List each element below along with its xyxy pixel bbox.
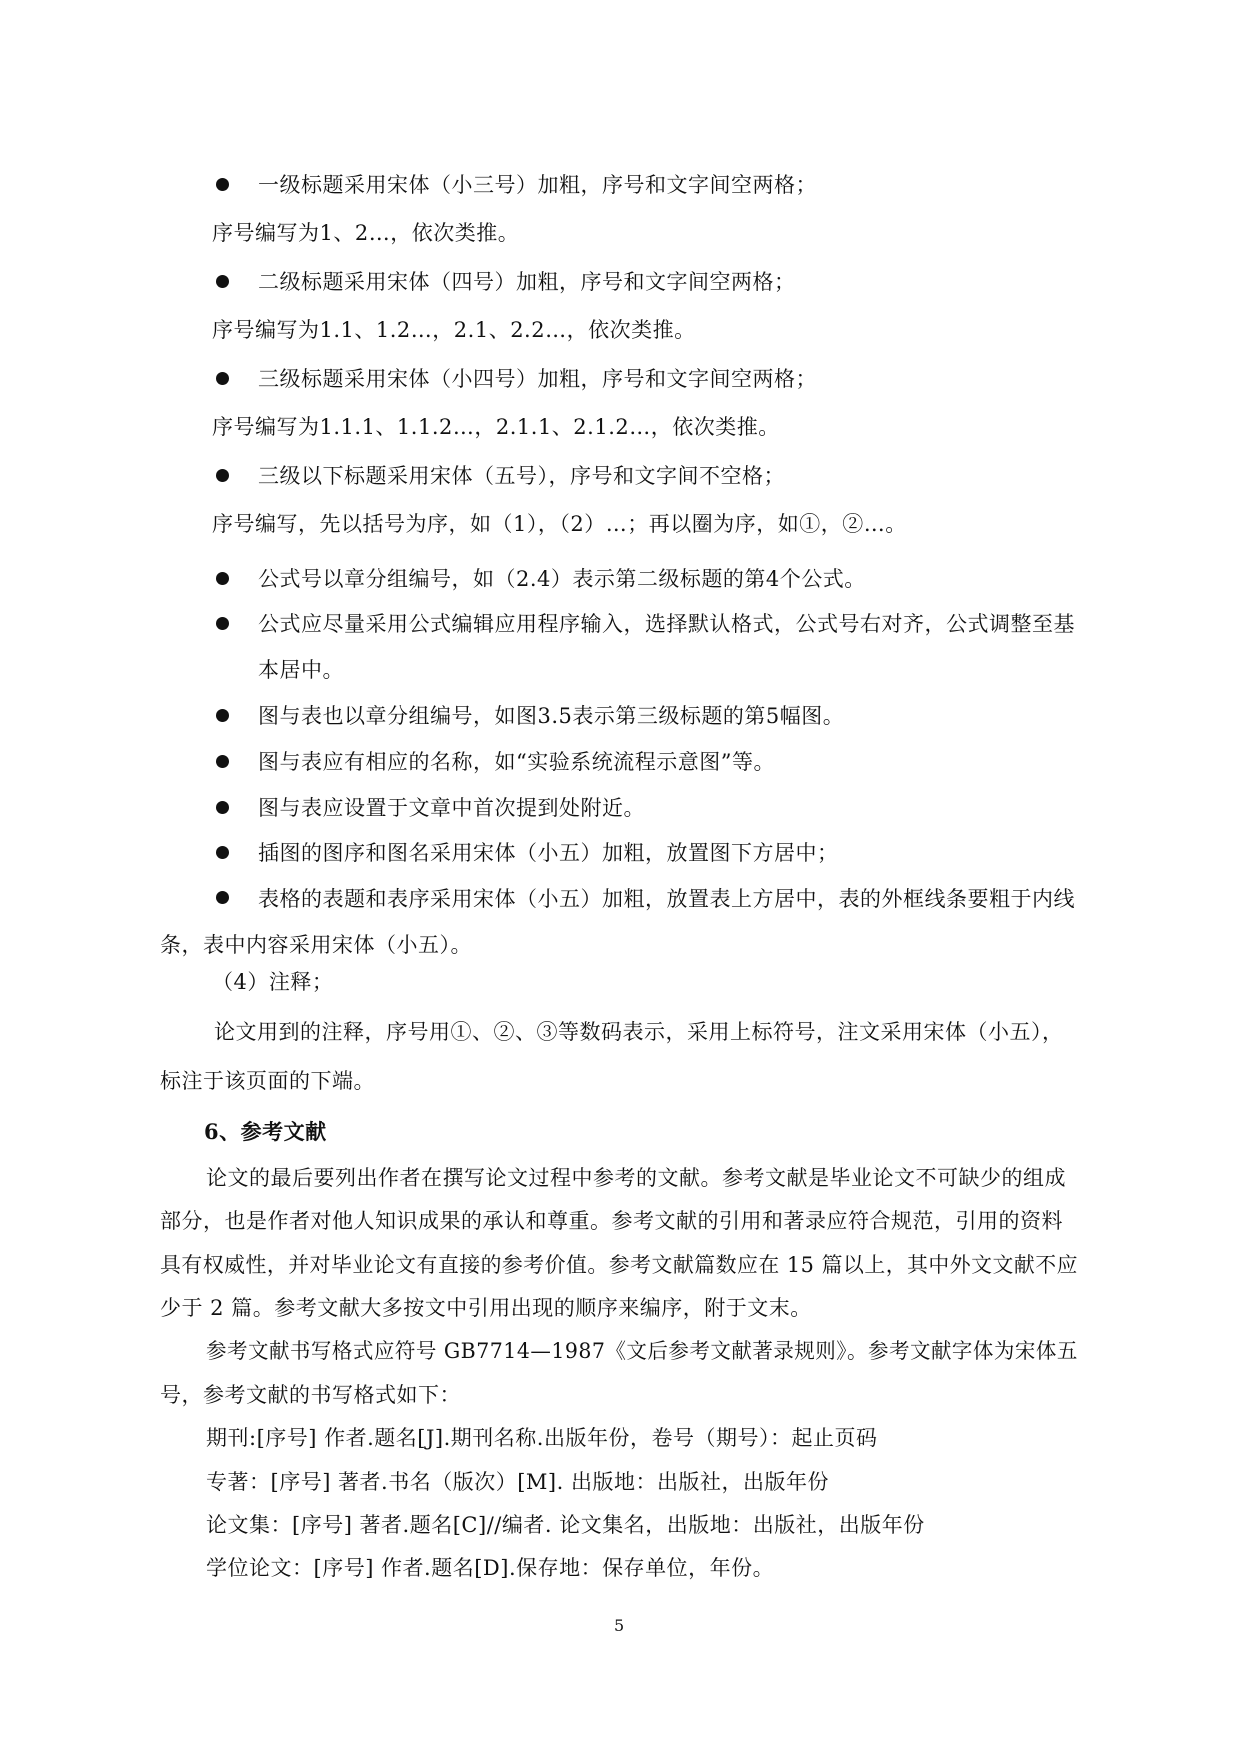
table-caption-rule-line2: 条，表中内容采用宋体（小五）。 <box>160 933 472 957</box>
heading-level1-rule: 一级标题采用宋体（小三号）加粗，序号和文字间空两格； <box>258 173 817 197</box>
reference-format-thesis: 学位论文：[序号] 作者.题名[D].保存地：保存单位，年份。 <box>206 1556 775 1580</box>
reference-format-journal: 期刊:[序号] 作者.题名[J].期刊名称.出版年份，卷号（期号）：起止页码 <box>206 1426 878 1450</box>
bullet-icon <box>216 372 229 385</box>
references-para1-line1: 论文的最后要列出作者在撰写论文过程中参考的文献。参考文献是毕业论文不可缺少的组成 <box>206 1166 1066 1190</box>
notes-heading: （4）注释； <box>212 970 334 994</box>
figure-placement-rule: 图与表应设置于文章中首次提到处附近。 <box>258 796 645 820</box>
page-number: 5 <box>614 1616 625 1635</box>
notes-paragraph-line2: 标注于该页面的下端。 <box>160 1069 375 1093</box>
figure-numbering-rule: 图与表也以章分组编号，如图3.5表示第三级标题的第5幅图。 <box>258 704 845 728</box>
formula-editor-rule-line1: 公式应尽量采用公式编辑应用程序输入，选择默认格式，公式号右对齐，公式调整至基 <box>258 612 1075 636</box>
heading-level3-rule: 三级标题采用宋体（小四号）加粗，序号和文字间空两格； <box>258 367 817 391</box>
reference-format-collection: 论文集：[序号] 著者.题名[C]//编者. 论文集名，出版地：出版社，出版年份 <box>206 1513 925 1537</box>
heading-level3-numbering: 序号编写为1.1.1、1.1.2…，2.1.1、2.1.2…，依次类推。 <box>212 415 780 439</box>
figure-caption-rule: 插图的图序和图名采用宋体（小五）加粗，放置图下方居中； <box>258 841 839 865</box>
bullet-icon <box>216 846 229 859</box>
formula-numbering-rule: 公式号以章分组编号，如（2.4）表示第二级标题的第4个公式。 <box>258 567 866 591</box>
figure-names-rule: 图与表应有相应的名称，如“实验系统流程示意图”等。 <box>258 750 775 774</box>
references-para1-line3: 具有权威性，并对毕业论文有直接的参考价值。参考文献篇数应在 15 篇以上，其中外文文献不应 <box>160 1253 1079 1277</box>
table-caption-rule-line1: 表格的表题和表序采用宋体（小五）加粗，放置表上方居中，表的外框线条要粗于内线 <box>258 887 1075 911</box>
heading-level2-numbering: 序号编写为1.1、1.2…，2.1、2.2…，依次类推。 <box>212 318 696 342</box>
bullet-icon <box>216 891 229 904</box>
bullet-icon <box>216 617 229 630</box>
references-para2-line1: 参考文献书写格式应符号 GB7714—1987《文后参考文献著录规则》。参考文献字体为宋体五 <box>206 1339 1078 1363</box>
heading-level4-numbering: 序号编写，先以括号为序，如（1），（2）…；再以圈为序，如①，②…。 <box>212 512 907 536</box>
references-para1-line4: 少于 2 篇。参考文献大多按文中引用出现的顺序来编序，附于文末。 <box>160 1296 812 1320</box>
reference-format-monograph: 专著：[序号] 著者.书名（版次）[M]. 出版地：出版社，出版年份 <box>206 1470 829 1494</box>
bullet-icon <box>216 709 229 722</box>
bullet-icon <box>216 801 229 814</box>
bullet-icon <box>216 755 229 768</box>
bullet-icon <box>216 178 229 191</box>
formula-editor-rule-line2: 本居中。 <box>258 658 344 682</box>
notes-paragraph-line1: 论文用到的注释，序号用①、②、③等数码表示，采用上标符号，注文采用宋体（小五）， <box>214 1020 1064 1044</box>
references-para2-line2: 号，参考文献的书写格式如下： <box>160 1383 461 1407</box>
bullet-icon <box>216 275 229 288</box>
heading-level2-rule: 二级标题采用宋体（四号）加粗，序号和文字间空两格； <box>258 270 796 294</box>
heading-level4-rule: 三级以下标题采用宋体（五号），序号和文字间不空格； <box>258 464 785 488</box>
bullet-icon <box>216 469 229 482</box>
references-heading: 6、参考文献 <box>204 1119 327 1144</box>
references-para1-line2: 部分，也是作者对他人知识成果的承认和尊重。参考文献的引用和著录应符合规范，引用的资料 <box>160 1209 1063 1233</box>
bullet-icon <box>216 572 229 585</box>
heading-level1-numbering: 序号编写为1、2…，依次类推。 <box>212 221 520 245</box>
